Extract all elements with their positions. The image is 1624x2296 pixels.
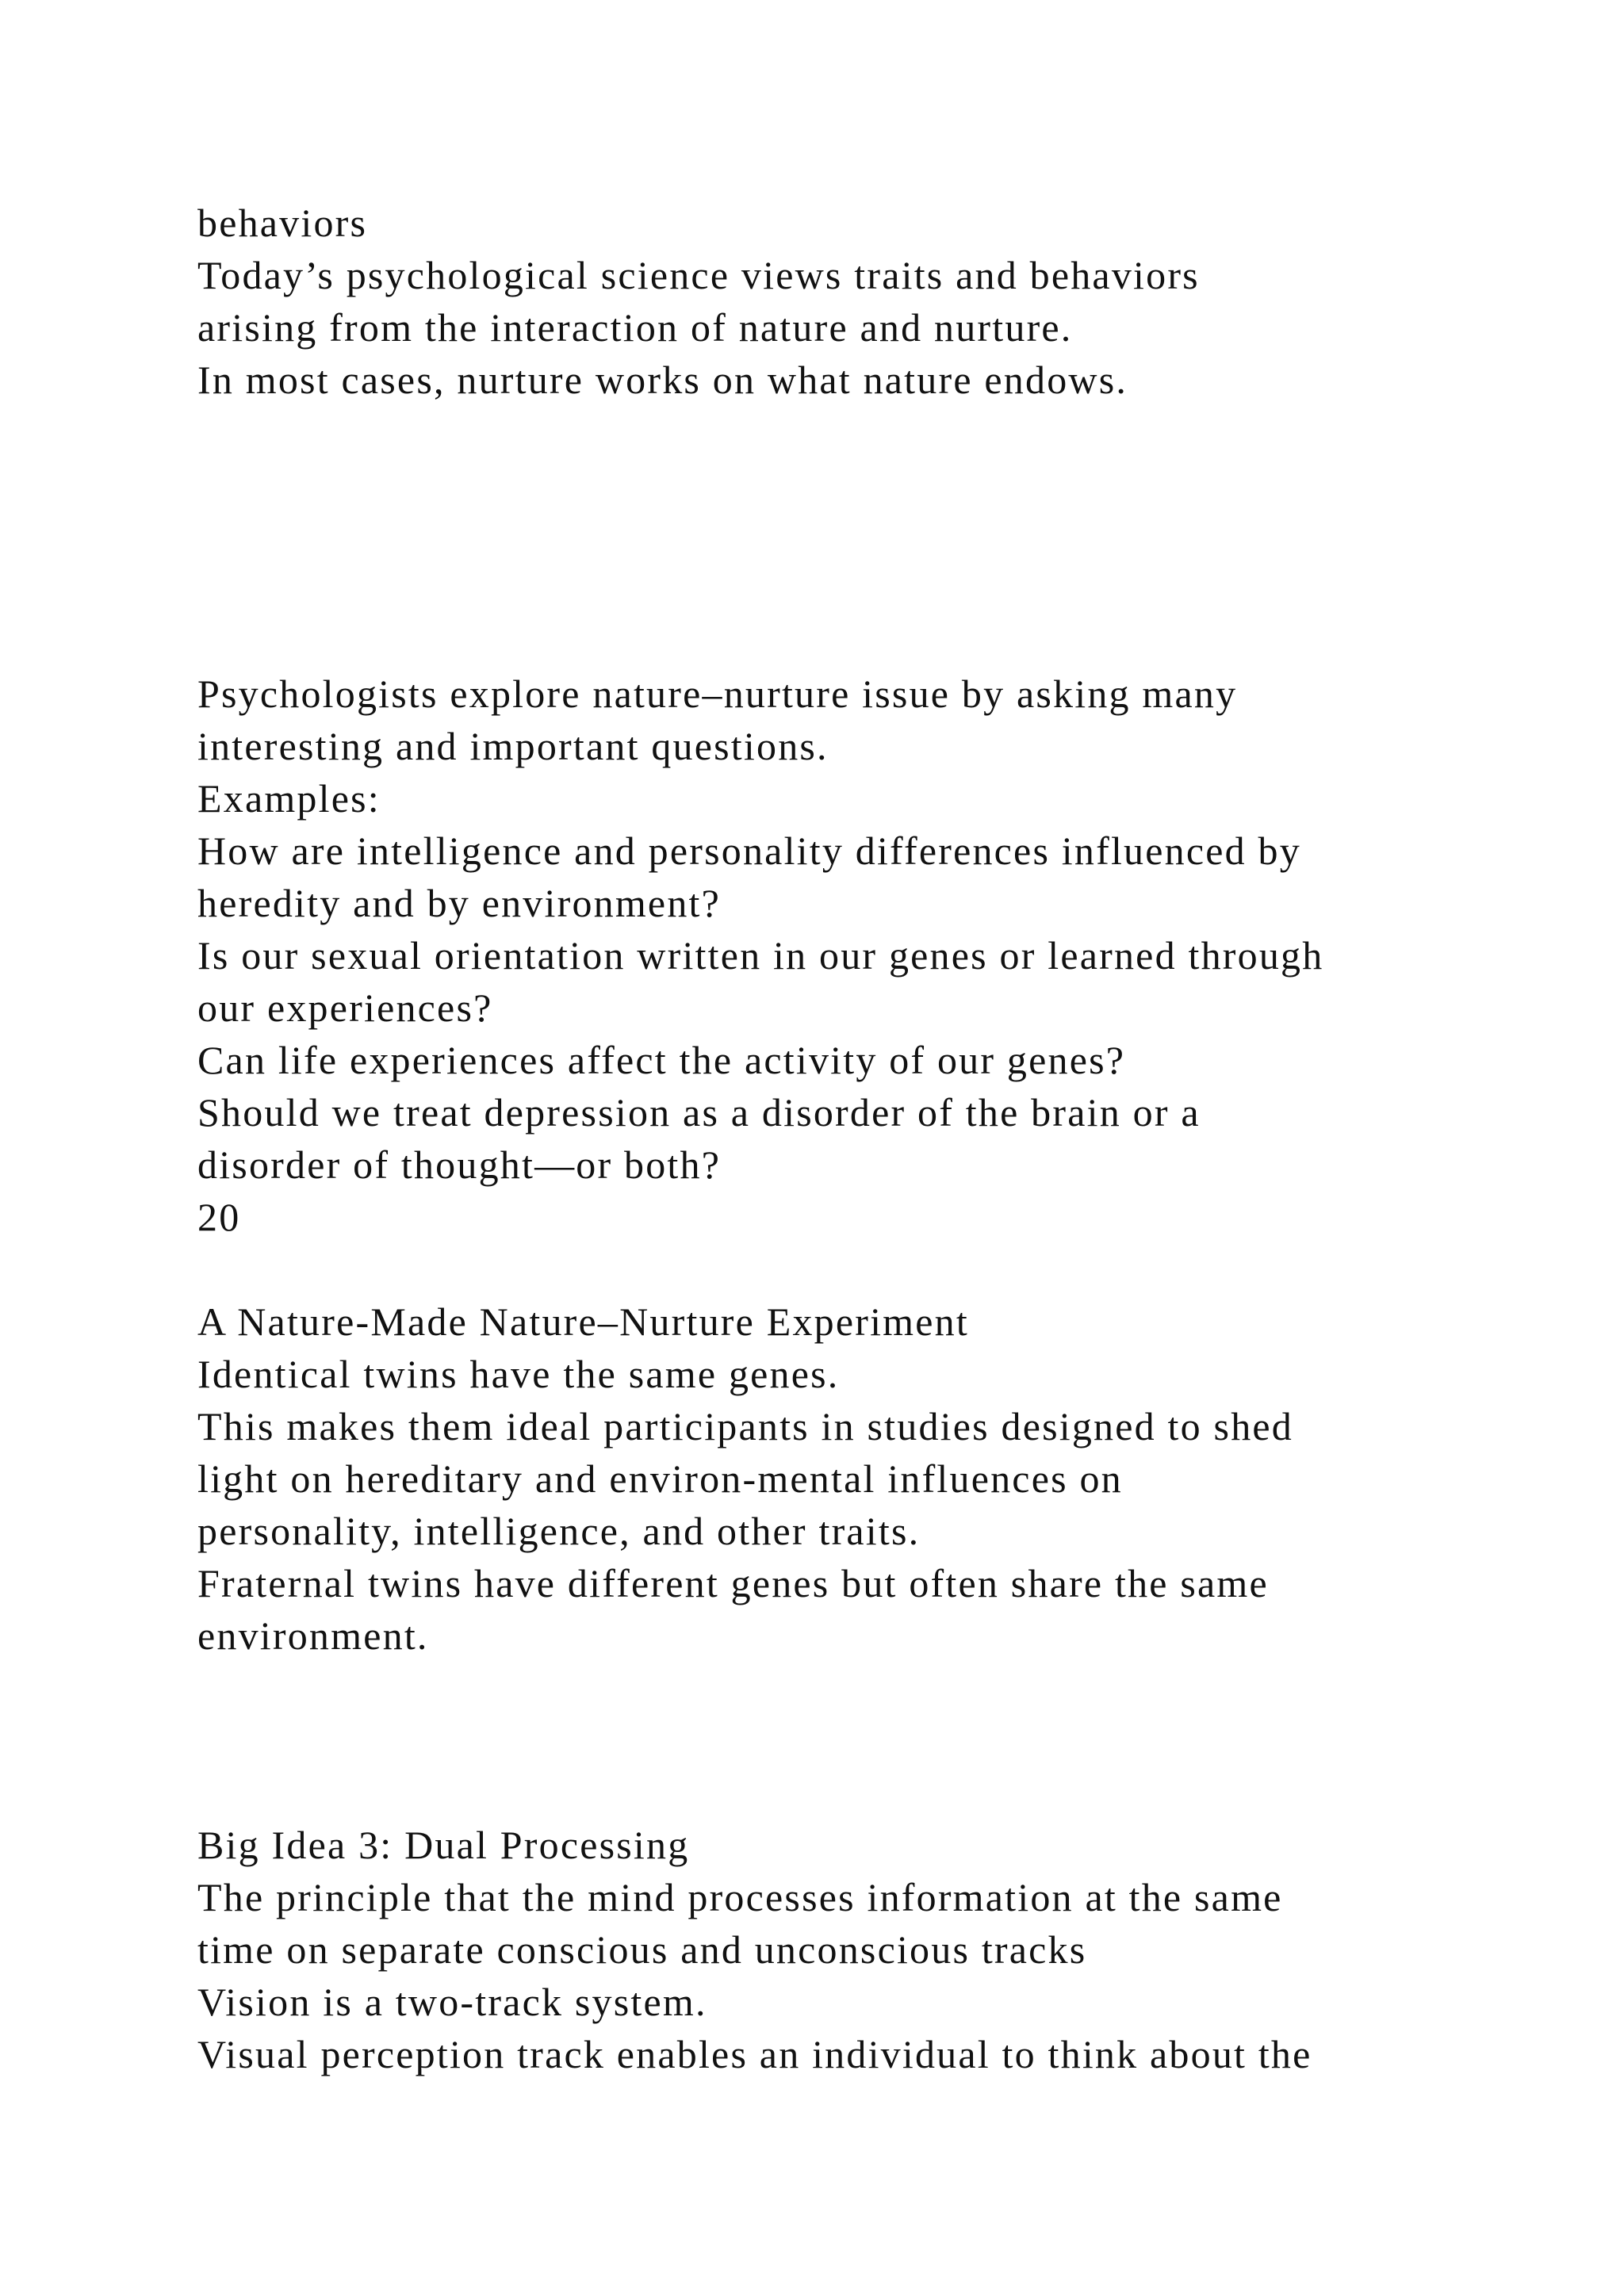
text-line: our experiences? <box>197 985 493 1030</box>
text-line: Is our sexual orientation written in our genes or learned through <box>197 933 1324 978</box>
page-number: 20 <box>197 1195 241 1239</box>
text-line: interesting and important questions. <box>197 724 829 768</box>
text-line: Identical twins have the same genes. <box>197 1352 840 1396</box>
text-line: Can life experiences affect the activity of our genes? <box>197 1038 1126 1082</box>
text-line: light on hereditary and environ-mental influences on <box>197 1456 1123 1501</box>
text-line: environment. <box>197 1613 429 1658</box>
text-line: Psychologists explore nature–nurture issue by asking many <box>197 672 1238 716</box>
text-line: time on separate conscious and unconscious tracks <box>197 1927 1087 1972</box>
text-line: Should we treat depression as a disorder of the brain or a <box>197 1090 1201 1135</box>
text-line: The principle that the mind processes information at the same <box>197 1875 1283 1919</box>
text-line: Visual perception track enables an individual to think about the <box>197 2032 1312 2076</box>
text-line: heredity and by environment? <box>197 881 722 925</box>
text-line: Fraternal twins have different genes but often share the same <box>197 1561 1269 1605</box>
text-line: behaviors <box>197 201 368 245</box>
text-line: personality, intelligence, and other traits. <box>197 1509 921 1553</box>
text-line: How are intelligence and personality differences influenced by <box>197 828 1301 873</box>
text-line: This makes them ideal participants in studies designed to shed <box>197 1404 1293 1448</box>
text-line: In most cases, nurture works on what nature endows. <box>197 358 1128 402</box>
text-line: Examples: <box>197 776 381 821</box>
text-line: Vision is a two-track system. <box>197 1980 707 2024</box>
section-heading: A Nature-Made Nature–Nurture Experiment <box>197 1299 969 1344</box>
section-heading: Big Idea 3: Dual Processing <box>197 1823 690 1867</box>
text-line: arising from the interaction of nature and nurture. <box>197 305 1073 350</box>
text-line: Today’s psychological science views traits and behaviors <box>197 253 1200 297</box>
text-line: disorder of thought—or both? <box>197 1142 722 1187</box>
